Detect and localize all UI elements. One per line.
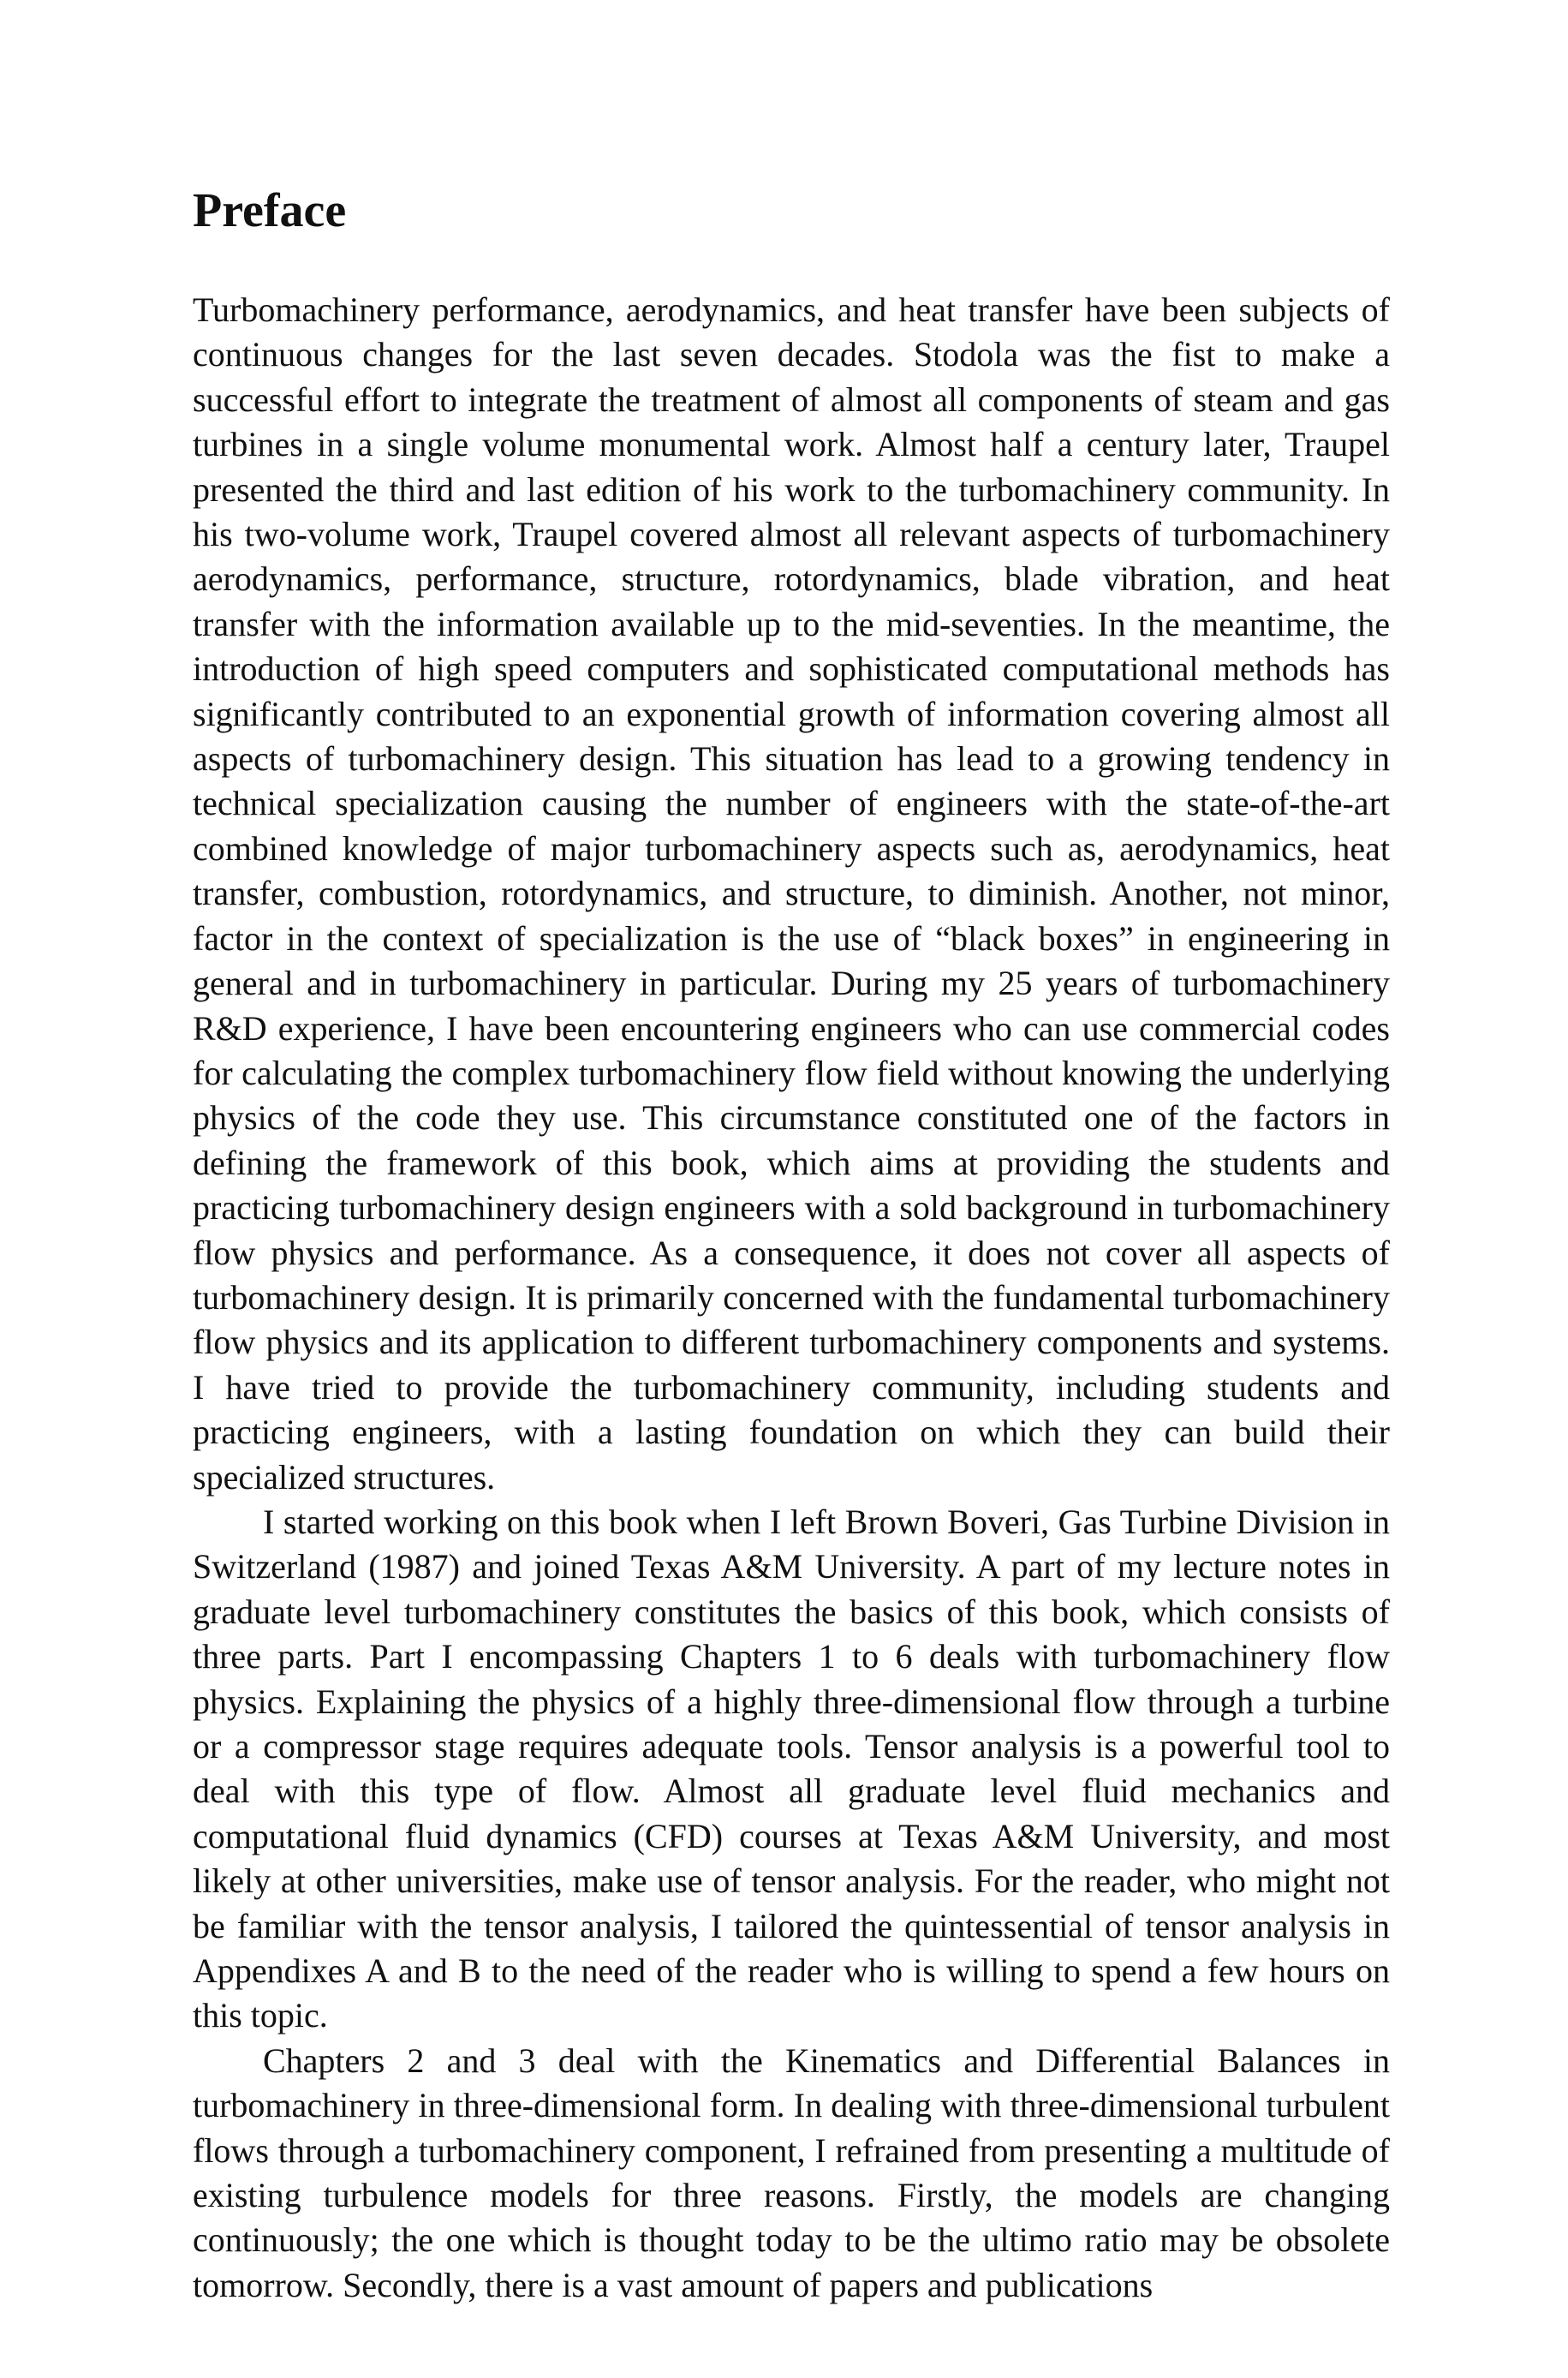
paragraph-3: Chapters 2 and 3 deal with the Kinematics and Differential Balances in turbomachinery in three-dimensional form. In dealing with three-dimensional turbulent flows through a turbomachinery component, I refrained from presenting a multitude of existing turbulence models for three reasons. Firstly, the models are changing continuously; the one which is thought today to be the ultimo ratio may be obsolete tomorrow. Secondly, there is a vast amount of papers and publications (193, 2040, 1390, 2304)
paragraph-1: Turbomachinery performance, aerodynamics, and heat transfer have been subjects of continuous changes for the last seven decades. Stodola was the fist to make a successful effort to integrate the treatment of almost all components of steam and gas turbines in a single volume monumental work. Almost half a century later, Traupel presented the third and last edition of his work to the turbomachinery community. In his two-volume work, Traupel covered almost all relevant aspects of turbomachinery aerodynamics, performance, structure, rotordynamics, blade vibration, and heat transfer with the information available up to the mid-seventies. In the meantime, the introduction of high speed computers and sophisticated computational methods has significantly contributed to an exponential growth of information covering almost all aspects of turbomachinery design. This situation has lead to a growing tendency in technical specialization causing the number of engineers with the state-of-the-art combined knowledge of major turbomachinery aspects such as, aerodynamics, heat transfer, combustion, rotordynamics, and structure, to diminish. Another, not minor, factor in the context of specialization is the use of “black boxes” in engineering in general and in turbomachinery in particular. During my 25 years of turbomachinery R&D experience, I have been encountering engineers who can use commercial codes for calculating the complex turbomachinery flow field without knowing the underlying physics of the code they use. This circumstance constituted one of the factors in defining the framework of this book, which aims at providing the students and practicing turbomachinery design engineers with a sold background in turbomachinery flow physics and performance. As a consequence, it does not cover all aspects of turbomachinery design. It is primarily concerned with the fundamental turbomachinery flow physics and its application to different turbomachinery components and systems. I have tried to provide the turbomachinery community, including students and practicing engineers, with a lasting foundation on which they can build their specialized structures. (193, 290, 1390, 1497)
paragraph-2: I started working on this book when I left Brown Boveri, Gas Turbine Division in Switzerland (1987) and joined Texas A&M University. A part of my lecture notes in graduate level turbomachinery constitutes the basics of this book, which consists of three parts. Part I encompassing Chapters 1 to 6 deals with turbomachinery flow physics. Explaining the physics of a highly three-dimensional flow through a turbine or a compressor stage requires adequate tools. Tensor analysis is a powerful tool to deal with this type of flow. Almost all graduate level fluid mechanics and computational fluid dynamics (CFD) courses at Texas A&M University, and most likely at other universities, make use of tensor analysis. For the reader, who might not be familiar with the tensor analysis, I tailored the quintessential of tensor analysis in Appendixes A and B to the need of the reader who is willing to spend a few hours on this topic. (193, 1502, 1390, 2035)
preface-body (193, 288, 1390, 2308)
page-title: Preface (193, 184, 347, 237)
